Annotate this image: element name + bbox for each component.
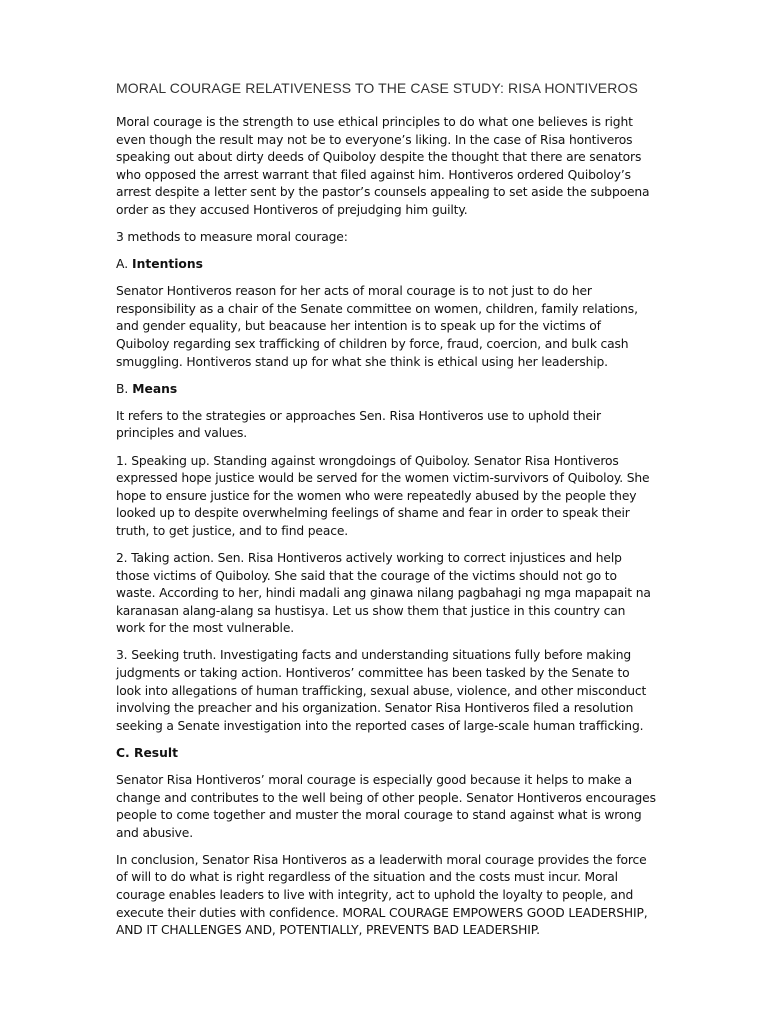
means-point-speaking-up: 1. Speaking up. Standing against wrongdoings of Quiboloy. Senator Risa Hontiveros expressed hope justice would be served for the women victim-survivors of Quiboloy. She hope to ensure justice for the women who were repeatedly abused by the people they looked up to despite overwhelming feelings of shame and fear in order to speak their truth, to get justice, and to find peace. [116,453,650,538]
document-title: MORAL COURAGE RELATIVENESS TO THE CASE STUDY: RISA HONTIVEROS [116,80,638,96]
section-a-body: Senator Hontiveros reason for her acts of moral courage is to not just to do her responsibility as a chair of the Senate committee on women, children, family relations, and gender equality, but beacause her intention is to speak up for the victims of Quiboloy regarding sex trafficking of children by force, fraud, coercion, and bulk cash smuggling. Hontiveros stand up for what she think is ethical using her leadership. [116,284,638,369]
section-a-prefix: A. [116,257,133,272]
methods-intro: 3 methods to measure moral courage: [116,230,348,245]
section-c-body: Senator Risa Hontiveros’ moral courage is especially good because it helps to make a change and contributes to the well being of other people. Senator Hontiveros encourages people to come together and muster the moral courage to stand against what is wrong and abusive. [116,773,656,840]
means-point-seeking-truth: 3. Seeking truth. Investigating facts and understanding situations fully before making judgments or taking action. Hontiveros’ committee has been tasked by the Senate to look into allegations of human trafficking, sexual abuse, violence, and other misconduct involving the preacher and his organization. Senator Risa Hontiveros filed a resolution seeking a Senate investigation into the reported cases of large-scale human trafficking. [116,648,647,733]
section-b-heading [116,381,656,399]
section-a-heading [116,256,656,274]
section-b-label: Means [132,381,178,396]
conclusion-paragraph: In conclusion, Senator Risa Hontiveros as a leaderwith moral courage provides the force of will to do what is right regardless of the situation and the costs must incur. Moral courage enables leaders to live with integrity, act to uphold the loyalty to people, and execute their duties with confidence. MORAL COURAGE EMPOWERS GOOD LEADERSHIP, AND IT CHALLENGES AND, POTENTIALLY, PREVENTS BAD LEADERSHIP. [116,852,648,938]
section-a-label: Intentions [132,257,203,272]
section-b-body: It refers to the strategies or approaches Sen. Risa Hontiveros use to uphold their principles and values. [116,408,601,441]
document-page [116,80,656,949]
section-c-heading: C. Result [116,745,178,760]
intro-paragraph: Moral courage is the strength to use ethical principles to do what one believes is right even though the result may not be to everyone’s liking. In the case of Risa hontiveros speaking out about dirty deeds of Quiboloy despite the thought that there are senators who opposed the arrest warrant that filed against him. Hontiveros ordered Quiboloy’s arrest despite a letter sent by the pastor’s counsels appealing to set aside the subpoena order as they accused Hontiveros of prejudging him guilty. [116,115,650,217]
means-point-taking-action: 2. Taking action. Sen. Risa Hontiveros actively working to correct injustices and help those victims of Quiboloy. She said that the courage of the victims should not go to waste. According to her, hindi madali ang ginawa nilang pagbahagi ng mga mapapait na karanasan alang-alang sa hustisya. Let us show them that justice in this country can work for the most vulnerable. [116,550,651,636]
section-b-prefix: B. [116,381,133,396]
